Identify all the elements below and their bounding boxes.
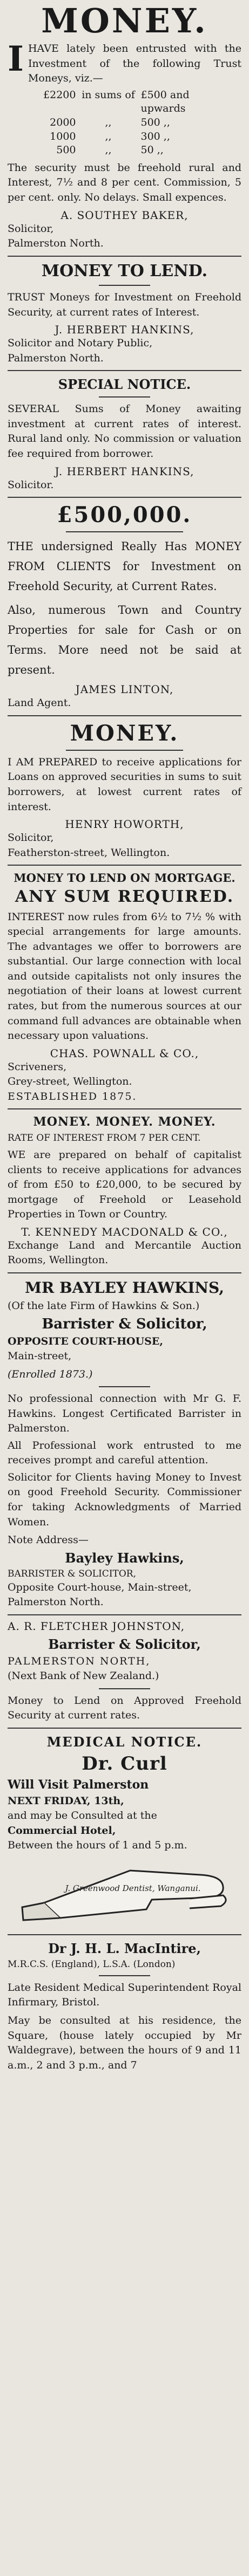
linton-ad xyxy=(8,498,241,716)
ad-enrolled: (Enrolled 1873.) xyxy=(8,1368,93,1380)
ad-street: Main-street, xyxy=(8,1350,72,1362)
rate-row: 1000 ,, 300 ,, xyxy=(50,130,170,142)
hand-text: J. Greenwood Dentist, Wanganui. xyxy=(64,1883,201,1893)
ad-body: SEVERAL Sums of Money awaiting investment at current rates of interest. Rural land only. No commission or valuation fee required from borrower. xyxy=(8,403,241,460)
ad-firm-place: Palmerston North. xyxy=(8,1596,104,1608)
ad-sig-title: Scriveners, xyxy=(8,1060,67,1073)
special-notice-ad xyxy=(8,371,241,498)
ad-sig-title: Exchange Land and Mercantile Auction Rooms, Wellington. xyxy=(8,1239,241,1266)
ad-intro: I HAVE lately been entrusted with the Investment of the following Trust Moneys, viz.— xyxy=(8,39,241,85)
ad-sig-place: Grey-street, Wellington. xyxy=(8,1075,132,1088)
divider xyxy=(99,1975,150,1976)
ad-address: OPPOSITE COURT-HOUSE, xyxy=(8,1335,163,1347)
ad-quals: M.R.C.S. (England), L.S.A. (London) xyxy=(8,1958,176,1970)
ad-heading: MEDICAL NOTICE. xyxy=(46,1734,203,1750)
ad-heading: MONEY TO LEND ON MORTGAGE. xyxy=(14,871,235,885)
ad-title: Barrister & Solicitor, xyxy=(42,1316,207,1332)
hawkins-ad xyxy=(8,1273,241,1615)
ad-body-2: All Professional work entrusted to me receives prompt and careful attention. xyxy=(8,1439,241,1467)
ad-signature: J. HERBERT HANKINS, xyxy=(55,464,194,478)
ad-note: (Of the late Firm of Hawkins & Son.) xyxy=(8,1300,200,1312)
ad-body: TRUST Moneys for Investment on Freehold Security, at current rates of Interest. xyxy=(8,291,241,318)
ad-body: THE undersigned Really Has MONEY FROM CLIENTS for Investment on Freehold Security, at Current Rates. xyxy=(8,540,241,593)
ad-name: A. R. FLETCHER JOHNSTON, xyxy=(8,1619,185,1633)
money-to-lend-ad xyxy=(8,257,241,372)
ad-sig-title: Solicitor, xyxy=(8,222,54,235)
ad-line3: and may be Consulted at the xyxy=(8,1810,157,1822)
ad-body: No professional connection with Mr G. F. Hawkins. Longest Certificated Barrister in Palmerston. xyxy=(8,1393,241,1435)
ad-sig-title: Solicitor, xyxy=(8,832,54,844)
divider xyxy=(66,750,183,751)
ad-sig-title: Solicitor and Notary Public, xyxy=(8,337,153,350)
ad-body: WE are prepared on behalf of capitalist clients to receive applications for advances of from £50 to £20,000, to be secured by mortgage of Freehold or Leasehold Properties in Town or Country. xyxy=(8,1149,241,1221)
macdonald-ad xyxy=(8,1109,241,1273)
ad-line4: Commercial Hotel, xyxy=(8,1824,116,1837)
ad-line2: NEXT FRIDAY, 13th, xyxy=(8,1794,124,1807)
ad-body: I AM PREPARED to receive applications for Loans on approved securities in sums to suit borrowers, at lowest current rates of interest. xyxy=(8,756,241,813)
ad-line1: Will Visit Palmerston xyxy=(8,1777,149,1792)
ad-body-3: Solicitor for Clients having Money to Invest on good Freehold Security. Commissioner for taking Acknowledgments of Married Women. xyxy=(8,1471,241,1528)
pointing-hand-icon xyxy=(11,1860,238,1924)
ad-sig-title: Solicitor. xyxy=(8,478,54,491)
ad-body: INTEREST now rules from 6½ to 7½ % with special arrangements for large amounts. The advantages we offer to borrowers are substantial. Our large connection with local and outside capitalists not only insures the negotiation of their loans at lowest current rates, but from the numerous sources at our command full advances are obtainable when necessary upon valuations. xyxy=(8,910,241,1042)
ad-firm: Bayley Hawkins, xyxy=(65,1550,184,1566)
ad-signature: A. SOUTHEY BAKER, xyxy=(60,208,189,222)
ad-note: (Next Bank of New Zealand.) xyxy=(8,1670,159,1682)
macintire-ad xyxy=(8,1935,241,2077)
ad-sig-place: Palmerston North. xyxy=(8,352,104,364)
ad-title: Barrister & Solicitor, xyxy=(48,1636,201,1652)
ad-signature: CHAS. POWNALL & CO., xyxy=(50,1046,199,1060)
ad-heading: £500,000. xyxy=(57,502,192,528)
rate-row: 500 ,, 50 ,, xyxy=(56,144,164,156)
money-trust-ad xyxy=(8,0,241,257)
divider xyxy=(99,1688,150,1689)
ad-body-2: May be consulted at his residence, the Square, (house lately occupied by Mr Waldegrave), between the hours of 9 and 11 a.m., 2 and 3 p.m., and 7 xyxy=(8,2014,241,2071)
ad-name: MR BAYLEY HAWKINS, xyxy=(25,1279,224,1297)
divider xyxy=(99,1386,150,1387)
ad-firm-title: BARRISTER & SOLICITOR, xyxy=(8,1568,137,1579)
rates-table xyxy=(8,88,241,157)
ad-heading: MONEY. xyxy=(70,720,179,746)
ad-body: The security must be freehold rural and Interest, 7½ and 8 per cent. Commission, 5 per cent. only. No delays. Small expences. xyxy=(8,161,241,204)
divider xyxy=(99,396,150,398)
ad-signature: J. HERBERT HANKINS, xyxy=(55,323,194,337)
dr-curl-ad xyxy=(8,1729,241,1935)
divider xyxy=(66,531,183,532)
ad-body-2: Also, numerous Town and Country Properties for sale for Cash or on Terms. More need not be said at present. xyxy=(8,604,241,676)
rate-row: £2200 in sums of £500 and upwards xyxy=(43,88,190,115)
ad-heading: MONEY. xyxy=(41,1,208,40)
ad-body: Late Resident Medical Superintendent Royal Infirmary, Bristol. xyxy=(8,1981,241,2009)
howorth-ad xyxy=(8,716,241,866)
ad-subheading: RATE OF INTEREST FROM 7 PER CENT. xyxy=(8,1133,201,1144)
ad-place: PALMERSTON NORTH, xyxy=(8,1655,151,1667)
ad-subheading: ANY SUM REQUIRED. xyxy=(15,887,234,907)
ad-heading: MONEY TO LEND. xyxy=(41,261,208,280)
ad-heading: SPECIAL NOTICE. xyxy=(58,376,191,393)
ad-signature: T. KENNEDY MACDONALD & CO., xyxy=(21,1225,228,1238)
ad-established: ESTABLISHED 1875. xyxy=(8,1090,137,1102)
ad-name: Dr J. H. L. MacIntire, xyxy=(48,1940,201,1956)
ad-signature: HENRY HOWORTH, xyxy=(65,818,184,831)
ad-body: Money to Lend on Approved Freehold Security at current rates. xyxy=(8,1694,241,1722)
divider xyxy=(99,285,150,286)
ad-sig-title: Land Agent. xyxy=(8,697,71,709)
johnston-ad xyxy=(8,1615,241,1729)
ad-sig-place: Palmerston North. xyxy=(8,237,104,250)
ad-firm-address: Opposite Court-house, Main-street, xyxy=(8,1581,192,1593)
ad-signature: JAMES LINTON, xyxy=(75,683,174,696)
ad-heading: MONEY. MONEY. MONEY. xyxy=(33,1115,216,1129)
ad-name: Dr. Curl xyxy=(82,1752,167,1775)
ad-line5: Between the hours of 1 and 5 p.m. xyxy=(8,1839,187,1852)
ad-note-address: Note Address— xyxy=(8,1534,89,1546)
rate-row: 2000 ,, 500 ,, xyxy=(50,117,170,129)
pownall-ad xyxy=(8,866,241,1109)
drop-cap: I xyxy=(8,39,24,80)
ad-sig-place: Featherston-street, Wellington. xyxy=(8,846,170,859)
